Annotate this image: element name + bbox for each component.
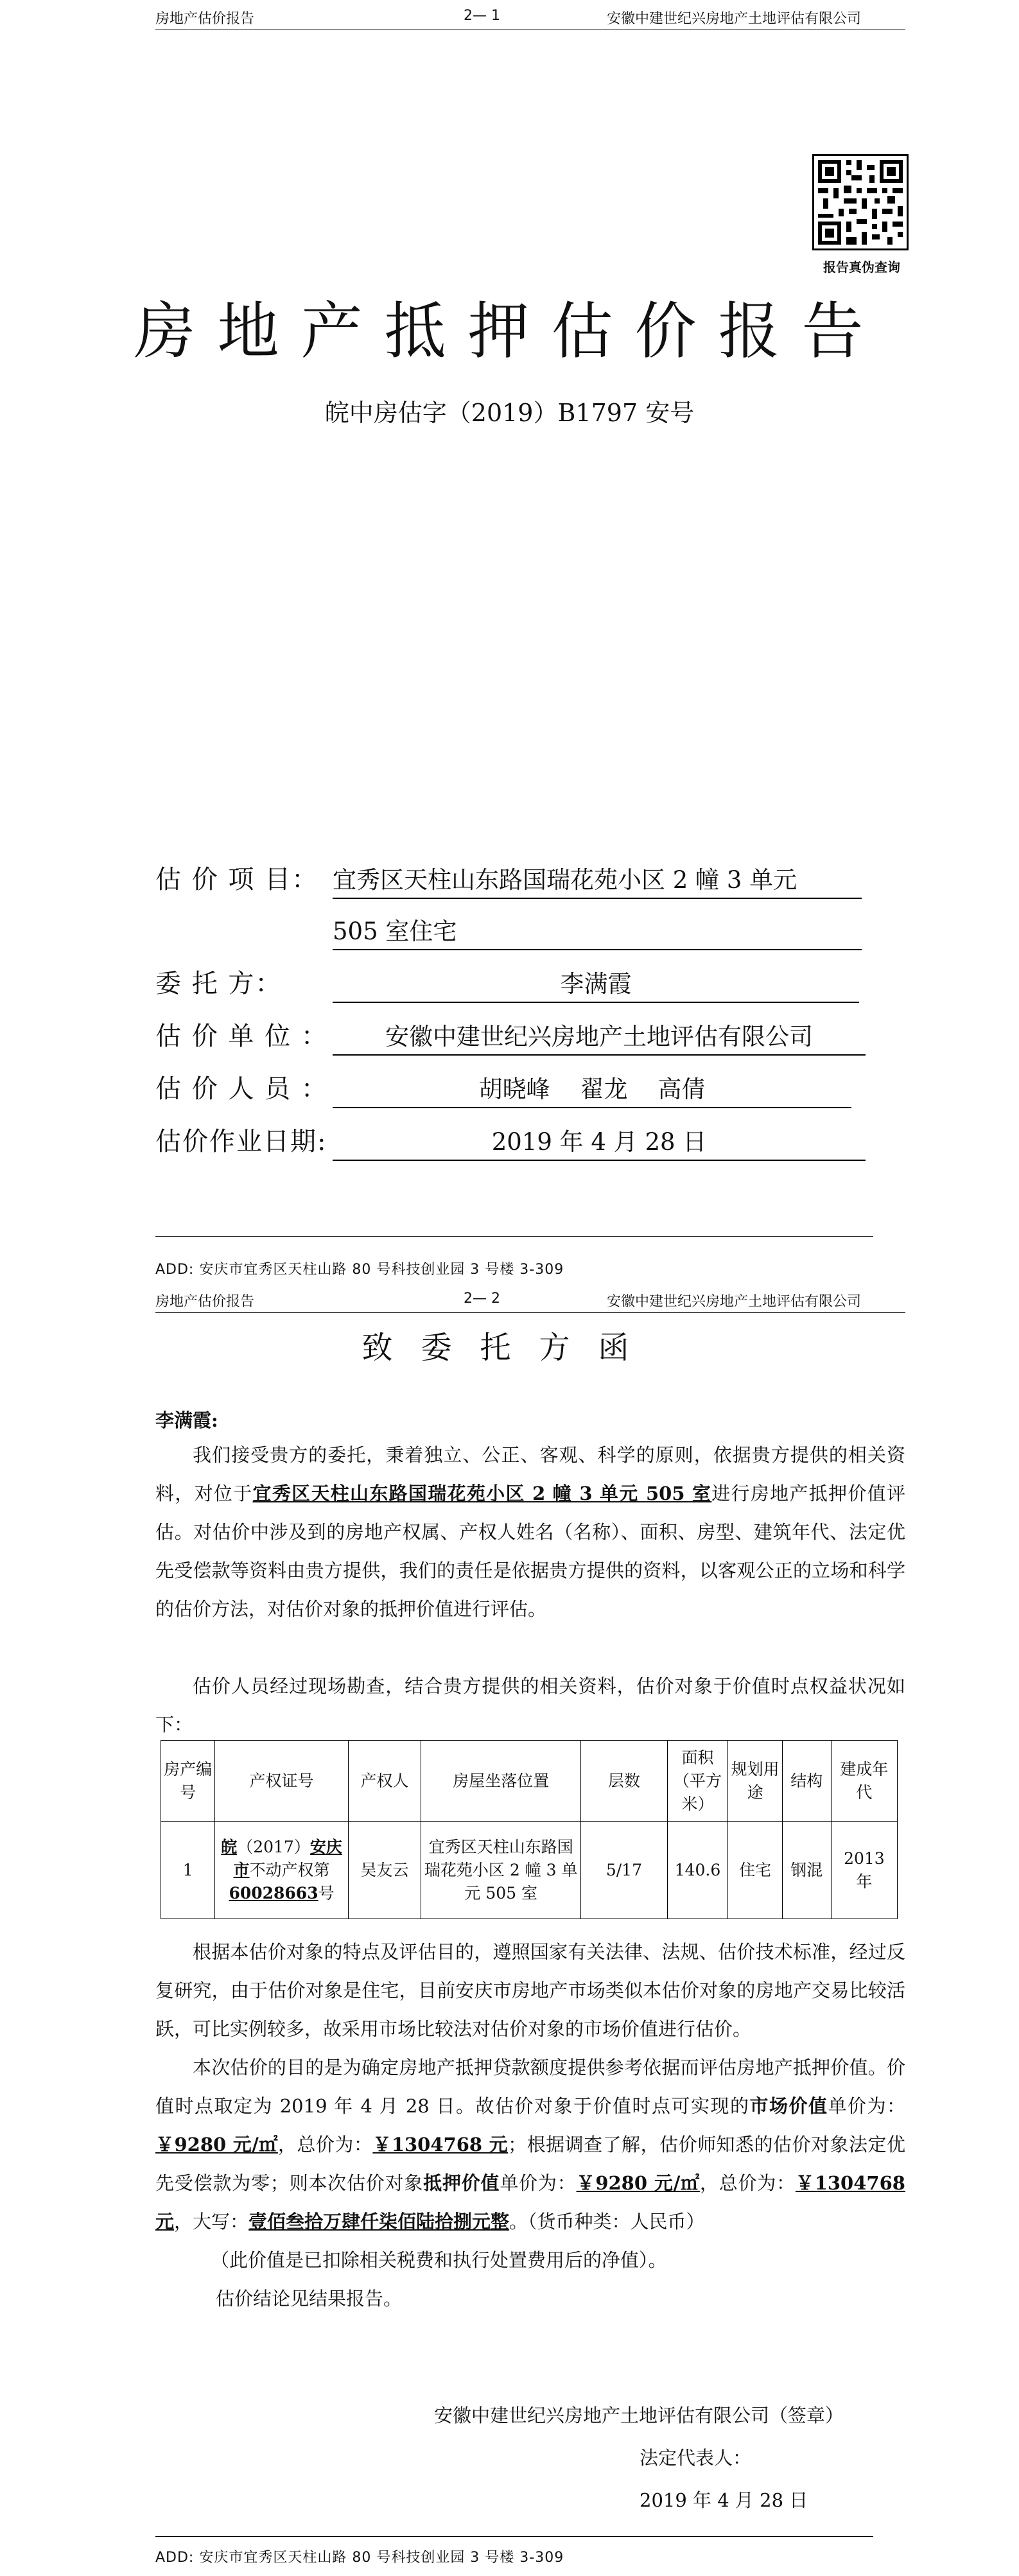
footer-rule [155,2536,873,2537]
header-page-number: 2— 1 [464,8,500,24]
valuation-unit-value: 安徽中建世纪兴房地产土地评估有限公司 [333,1017,866,1056]
paragraph-valuation: 本次估价的目的是为确定房地产抵押贷款额度提供参考依据而评估房地产抵押价值。价值时点取定为 2019 年 4 月 28 日。故估价对象于价值时点可实现的市场价值单价为：￥9280 元/㎡，总价为：￥1304768 元；根据调查了解，估价师知悉的估价对象法定优先受偿款为零；则本次估价对象抵押价值单价为：￥9280 元/㎡，总价为：￥1304768 元，大写：壹佰叁拾万肆仟柒佰陆拾捌元整。（货币种类：人民币） [155,2057,905,2232]
legal-representative-label: 法定代表人： [640,2447,752,2469]
paragraph-commission: 我们接受贵方的委托，秉着独立、公正、客观、科学的原则，依据贵方提供的相关资料，对位于宜秀区天柱山东路国瑞花苑小区 2 幢 3 单元 505 室进行房地产抵押价值评估。对估价中涉及到的房地产权属、产权人姓名（名称）、面积、房型、建筑年代、法定优先受偿款等资料由贵方提供，我们的责任是依据贵方提供的资料，以客观公正的立场和科学的估价方法，对估价对象的抵押价值进行评估。 [155,1444,905,1620]
header-right: 安徽中建世纪兴房地产土地评估有限公司 [607,11,862,27]
signing-company: 安徽中建世纪兴房地产土地评估有限公司（签章） [434,2405,844,2426]
work-date-value: 2019 年 4 月 28 日 [333,1122,866,1161]
paragraph-method: 根据本估价对象的特点及评估目的，遵照国家有关法律、法规、估价技术标准，经过反复研究，由于估价对象是住宅，目前安庆市房地产市场类似本估价对象的房地产交易比较活跃，可比实例较多，故采用市场比较法对估价对象的市场价值进行估价。 [155,1941,905,2040]
col-property-no: 房产编号 [161,1741,215,1822]
client-label: 委 托 方： [155,969,283,998]
cell-use: 住宅 [728,1822,782,1919]
unit-price: ￥9280 元/㎡ [155,2134,278,2155]
document-number: 皖中房估字（2019）B1797 安号 [324,399,695,427]
col-use: 规划用途 [728,1741,782,1822]
client-value: 李满霞 [333,964,859,1003]
net-value-note: （此价值是已扣除相关税费和执行处置费用后的净值）。 [211,2249,667,2271]
header-left: 房地产估价报告 [155,1294,255,1310]
cell-no: 1 [161,1822,215,1919]
cell-location: 宜秀区天柱山东路国瑞花苑小区 2 幢 3 单元 505 室 [421,1822,581,1919]
total-price: ￥1304768 元 [372,2134,509,2155]
appraisers-label: 估 价 人 员 ： [155,1074,328,1104]
report-title: 房地产抵押估价报告 [134,295,885,367]
header-left: 房地产估价报告 [155,11,255,27]
cell-structure: 钢混 [782,1822,831,1919]
footer-address: ADD: 安庆市宜秀区天柱山路 80 号科技创业园 3 号楼 3-309 [155,1262,564,1278]
salutation: 李满霞: [155,1409,218,1431]
header-page-number: 2— 2 [464,1291,500,1307]
col-structure: 结构 [782,1741,831,1822]
col-area: 面积（平方米） [667,1741,728,1822]
header-rule [155,1312,905,1313]
conclusion-note: 估价结论见结果报告。 [216,2288,403,2310]
header-right: 安徽中建世纪兴房地产土地评估有限公司 [607,1294,862,1310]
property-address: 宜秀区天柱山东路国瑞花苑小区 2 幢 3 单元 505 室 [252,1483,712,1504]
mortgage-value-label: 抵押价值 [423,2172,500,2194]
qr-code-icon [812,154,909,250]
col-cert-no: 产权证号 [215,1741,348,1822]
cell-owner: 吴友云 [348,1822,421,1919]
table-row [161,1822,898,1919]
footer-address: ADD: 安庆市宜秀区天柱山路 80 号科技创业园 3 号楼 3-309 [155,2550,564,2566]
project-value-line2: 505 室住宅 [333,912,862,950]
appraisers-value: 胡晓峰 翟龙 高倩 [333,1070,851,1108]
project-value-line1: 宜秀区天柱山东路国瑞花苑小区 2 幢 3 单元 [333,860,862,899]
paragraph-inspection: 估价人员经过现场勘查，结合贵方提供的相关资料，估价对象于价值时点权益状况如下： [155,1675,905,1736]
signing-date: 2019 年 4 月 28 日 [640,2489,808,2511]
market-value-label: 市场价值 [749,2095,828,2117]
work-date-label: 估价作业日期: [155,1127,327,1156]
letter-title: 致委托方函 [361,1330,658,1366]
cell-cert: 皖（2017）安庆市不动产权第60028663号 [215,1822,348,1919]
footer-rule [155,1236,873,1237]
cell-floors: 5/17 [581,1822,667,1919]
cell-area: 140.6 [667,1822,728,1919]
table-header-row [161,1741,898,1822]
amount-in-words: 壹佰叁拾万肆仟柒佰陆拾捌元整 [248,2211,510,2232]
valuation-unit-label: 估 价 单 位 ： [155,1022,328,1051]
mortgage-unit-price: ￥9280 元/㎡ [576,2172,700,2194]
cell-year: 2013 年 [831,1822,897,1919]
project-label: 估 价 项 目： [155,865,319,894]
col-year: 建成年代 [831,1741,897,1822]
col-location: 房屋坐落位置 [421,1741,581,1822]
col-floors: 层数 [581,1741,667,1822]
qr-caption: 报告真伪查询 [823,259,900,275]
property-table [161,1740,898,1919]
col-owner: 产权人 [348,1741,421,1822]
mortgage-total-price: ￥1304768 元 [155,2172,905,2232]
